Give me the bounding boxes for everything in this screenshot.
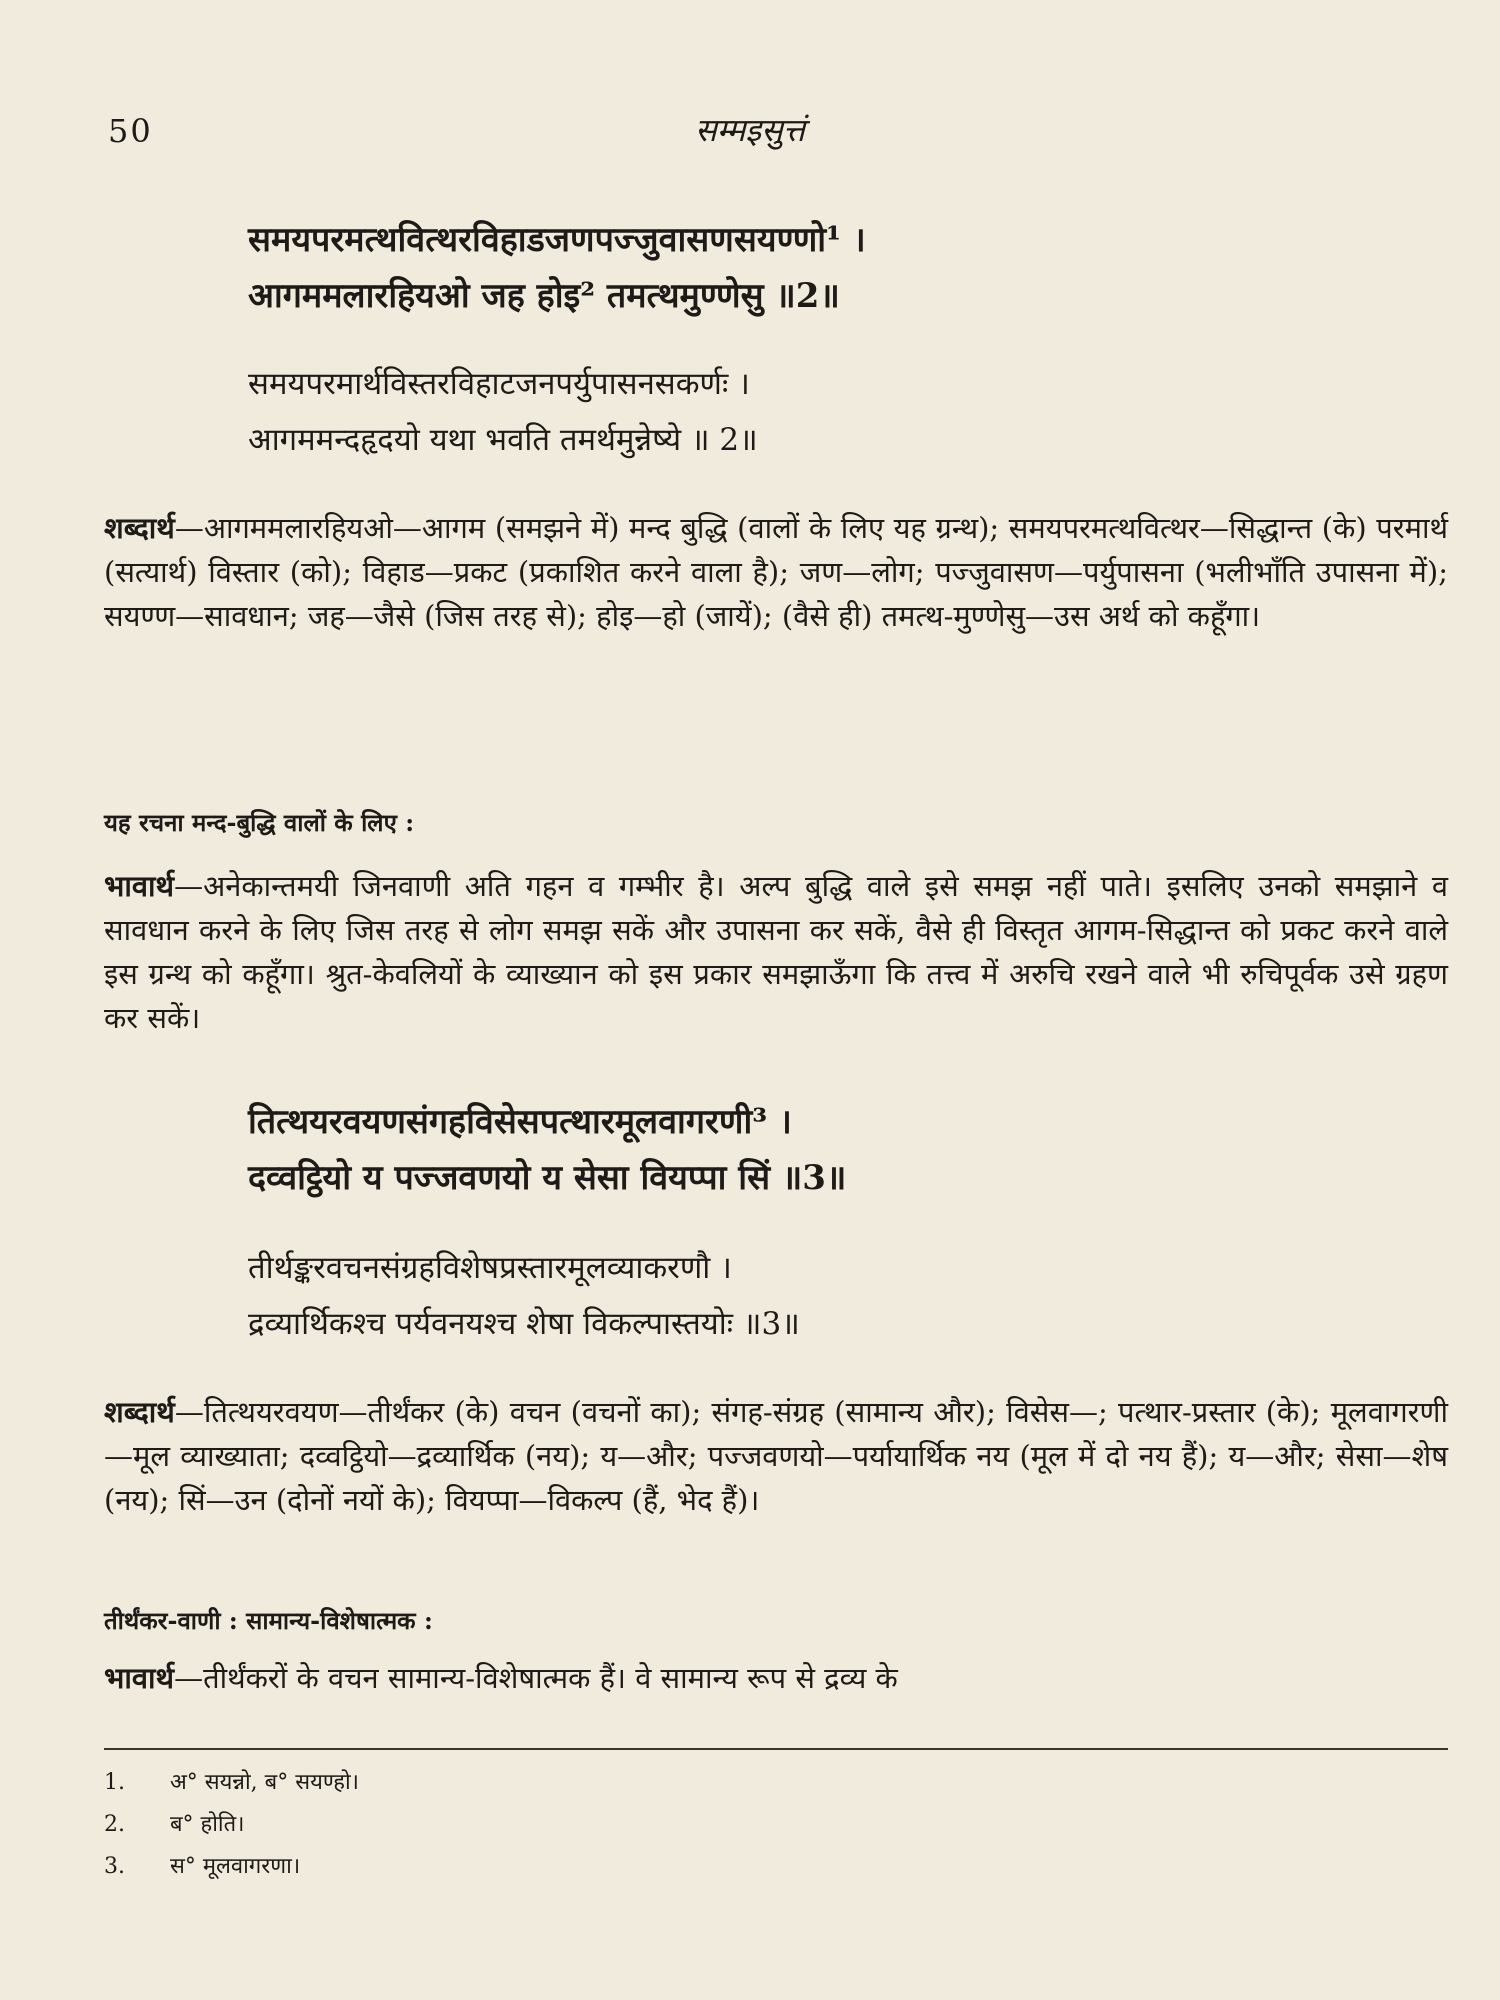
shabdarth-verse-3 bbox=[104, 1390, 1448, 1522]
shabdarth-label: शब्दार्थ bbox=[104, 511, 175, 545]
shabdarth-text: —आगममलारहियओ—आगम (समझने में) मन्द बुद्धि (वालों के लिए यह ग्रन्थ); समयपरमत्थवित्थर—सिद्धान्त (के) परमार्थ (सत्यार्थ) विस्तार (को); विहाड—प्रकट (प्रकाशित करने वाला है); जण—लोग; पज्जुवासण—पर्युपासना (भलीभाँति उपासना में); सयण्ण—सावधान; जह—जैसे (जिस तरह से); होइ—हो (जायें); (वैसे ही) तमत्थ-मुण्णेसु—उस अर्थ को कहूँगा। bbox=[104, 511, 1448, 633]
footnotes bbox=[104, 1762, 359, 1888]
verse-line: समयपरमत्थवित्थरविहाडजणपज्जुवासणसयण्णो¹ । bbox=[248, 220, 866, 260]
bhavarth-verse-3 bbox=[104, 1656, 1448, 1700]
footnote bbox=[104, 1804, 359, 1846]
verse-line: तीर्थङ्करवचनसंग्रहविशेषप्रस्तारमूलव्याकरणौ । bbox=[248, 1250, 732, 1286]
verse-line: द्रव्यार्थिकश्च पर्यवनयश्च शेषा विकल्पास्तयोः ॥3॥ bbox=[248, 1306, 800, 1342]
footnote-text: अ° सयन्नो, ब° सयण्हो। bbox=[170, 1770, 360, 1795]
bhavarth-text: —तीर्थंकरों के वचन सामान्य-विशेषात्मक हैं। वे सामान्य रूप से द्रव्य के bbox=[174, 1661, 898, 1695]
footnote-text: स° मूलवागरणा। bbox=[170, 1854, 301, 1879]
shabdarth-label: शब्दार्थ bbox=[104, 1395, 175, 1429]
verse-line: दव्वट्ठियो य पज्जवणयो य सेसा वियप्पा सिं ॥3॥ bbox=[248, 1158, 847, 1198]
verse-3-sanskrit bbox=[248, 1240, 1448, 1352]
verse-line: समयपरमार्थविस्तरविहाटजनपर्युपासनसकर्णः । bbox=[248, 366, 750, 402]
verse-line: आगममलारहियओ जह होइ² तमत्थमुण्णेसु ॥2॥ bbox=[248, 276, 840, 316]
page-number: 50 bbox=[108, 112, 153, 150]
verse-3-prakrit bbox=[248, 1094, 1448, 1206]
bhavarth-verse-2 bbox=[104, 864, 1448, 1040]
footnote-text: ब° होति। bbox=[170, 1812, 245, 1837]
subheading-verse-2: यह रचना मन्द-बुद्धि वालों के लिए : bbox=[104, 808, 415, 837]
verse-line: आगममन्दहृदयो यथा भवति तमर्थमुन्नेष्ये ॥ 2॥ bbox=[248, 422, 758, 458]
bhavarth-label: भावार्थ bbox=[104, 869, 175, 903]
footnote-number: 2. bbox=[104, 1812, 125, 1837]
subheading-verse-3: तीर्थंकर-वाणी : सामान्य-विशेषात्मक : bbox=[104, 1606, 433, 1635]
verse-line: तित्थयरवयणसंगहविसेसपत्थारमूलवागरणी³ । bbox=[248, 1102, 792, 1142]
footnote-number: 1. bbox=[104, 1770, 125, 1795]
footnote-divider bbox=[104, 1748, 1448, 1750]
shabdarth-verse-2 bbox=[104, 506, 1448, 638]
bhavarth-text: —अनेकान्तमयी जिनवाणी अति गहन व गम्भीर है। अल्प बुद्धि वाले इसे समझ नहीं पाते। इसलिए उनको समझाने व सावधान करने के लिए जिस तरह से लोग समझ सकें और उपासना कर सकें, वैसे ही विस्तृत आगम-सिद्धान्त को प्रकट करने वाले इस ग्रन्थ को कहूँगा। श्रुत-केवलियों के व्याख्यान को इस प्रकार समझाऊँगा कि तत्त्व में अरुचि रखने वाले भी रुचिपूर्वक उसे ग्रहण कर सकें। bbox=[104, 869, 1448, 1035]
verse-2-prakrit bbox=[248, 212, 1448, 324]
footnote-number: 3. bbox=[104, 1854, 125, 1879]
footnote bbox=[104, 1762, 359, 1804]
footnote bbox=[104, 1846, 359, 1888]
shabdarth-text: —तित्थयरवयण—तीर्थंकर (के) वचन (वचनों का); संगह-संग्रह (सामान्य और); विसेस—; पत्थार-प्रस्तार (के); मूलवागरणी—मूल व्याख्याता; दव्वट्ठियो—द्रव्यार्थिक (नय); य—और; पज्जवणयो—पर्यायार्थिक नय (मूल में दो नय हैं); य—और; सेसा—शेष (नय); सिं—उन (दोनों नयों के); वियप्पा—विकल्प (हैं, भेद हैं)। bbox=[104, 1395, 1448, 1517]
verse-2-sanskrit bbox=[248, 356, 1448, 468]
running-title: सम्मइसुत्तं bbox=[695, 111, 805, 149]
bhavarth-label: भावार्थ bbox=[104, 1661, 175, 1695]
